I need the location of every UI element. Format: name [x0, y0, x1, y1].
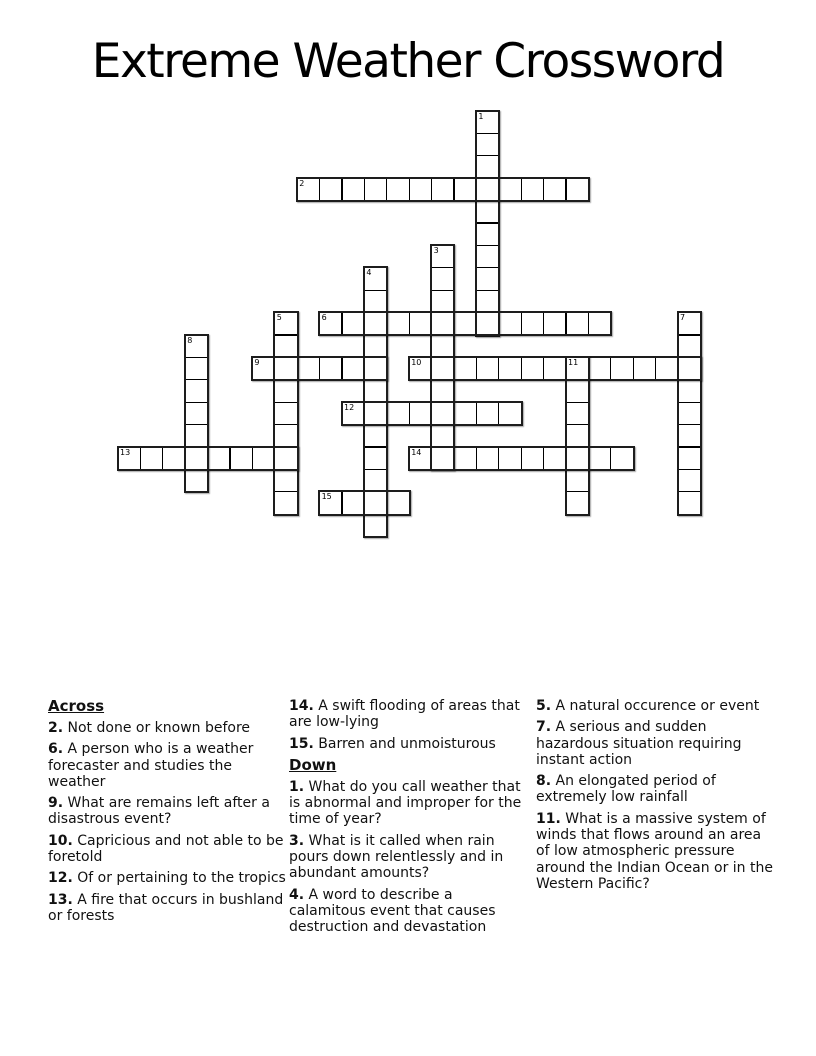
clue-number: 7.	[536, 719, 552, 736]
cell-number-7: 7	[680, 313, 686, 323]
clue-across-6: 6. A person who is a weather forecaster and studies the weather	[48, 741, 254, 790]
clue-number: 15.	[289, 735, 314, 752]
cell-number-11: 11	[568, 357, 579, 367]
clue-down-3: 3. What is it called when rain pours down relentlessly and in abundant amounts?	[289, 832, 504, 882]
clue-down-11: 11. What is a massive system of winds that flows around an area of low atmospheric pressure around the Indian Ocean or in the Western Pacific?	[536, 810, 773, 892]
cell-number-9: 9	[254, 357, 260, 367]
cell-number-8: 8	[187, 335, 193, 345]
clue-across-10: 10. Capricious and not able to be foretold	[48, 832, 284, 866]
across-header: Across	[48, 697, 105, 715]
cell-number-6: 6	[321, 313, 327, 323]
clue-number: 12.	[48, 870, 73, 887]
cell-number-15: 15	[321, 492, 332, 502]
puzzle-title: Extreme Weather Crossword	[91, 34, 725, 89]
clue-across-12: 12. Of or pertaining to the tropics	[48, 870, 286, 887]
cell-number-3: 3	[433, 245, 439, 255]
clue-across-2: 2. Not done or known before	[48, 720, 251, 736]
cell-number-1: 1	[478, 111, 484, 121]
clue-number: 8.	[536, 773, 552, 790]
cell-number-10: 10	[411, 357, 422, 367]
clue-down-7: 7. A serious and sudden hazardous situation requiring instant action	[536, 719, 742, 768]
clue-number: 3.	[289, 832, 305, 849]
clue-number: 6.	[48, 741, 64, 758]
clue-number: 4.	[289, 886, 305, 903]
clue-number: 1.	[289, 778, 305, 795]
clue-across-13: 13. A fire that occurs in bushland or forests	[48, 891, 284, 924]
clue-down-8: 8. An elongated period of extremely low rainfall	[536, 773, 716, 806]
clue-number: 9.	[48, 795, 64, 812]
clue-across-9: 9. What are remains left after a disastrous event?	[48, 795, 270, 828]
cell-number-14: 14	[411, 447, 422, 457]
cell-number-2: 2	[299, 178, 305, 188]
clue-number: 13.	[48, 891, 73, 908]
clue-down-1: 1. What do you call weather that is abnormal and improper for the time of year?	[289, 778, 522, 828]
clue-across-14: 14. A swift flooding of areas that are low-lying	[289, 698, 520, 731]
clue-column-2	[289, 698, 527, 941]
clue-across-15: 15. Barren and unmoisturous	[289, 735, 496, 752]
down-header: Down	[289, 755, 337, 774]
clue-number: 14.	[289, 698, 314, 714]
cell-number-13: 13	[120, 447, 131, 457]
clue-column-1	[48, 698, 286, 929]
clue-column-3	[536, 698, 774, 897]
clue-down-4: 4. A word to describe a calamitous event that causes destruction and devastation	[289, 886, 496, 936]
cell-number-12: 12	[344, 402, 355, 412]
clue-number: 2.	[48, 720, 64, 736]
clue-number: 10.	[48, 832, 73, 849]
clue-number: 11.	[536, 810, 561, 827]
cell-number-4: 4	[366, 268, 372, 278]
clue-number: 5.	[536, 698, 552, 714]
cell-number-5: 5	[276, 313, 282, 323]
clue-down-5: 5. A natural occurence or event	[536, 698, 760, 714]
